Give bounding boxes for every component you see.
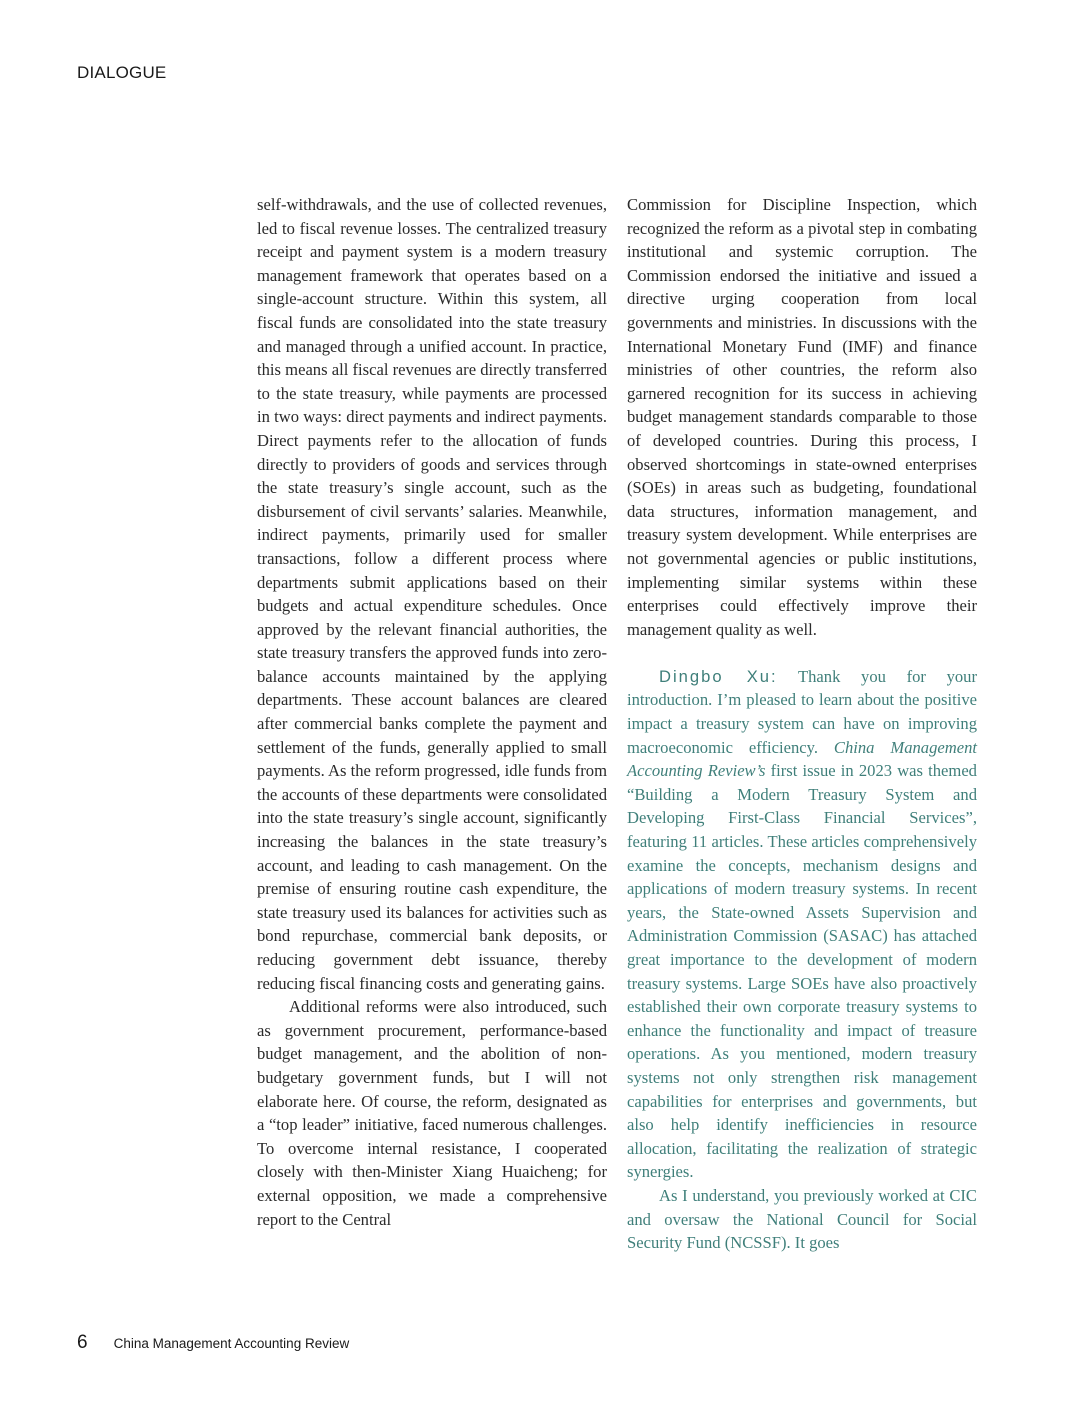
interviewer-question-1 — [627, 665, 977, 1184]
section-label: DIALOGUE — [77, 63, 167, 82]
page-number: 6 — [77, 1332, 88, 1353]
journal-title-italic: China Management Accounting Review’s — [627, 737, 977, 781]
left-paragraph-1: self-withdrawals, and the use of collected revenues, led to fiscal revenue losses. The centralized treasury receipt and payment system is a modern treasury management framework that operates based on a single-account structure. Within this system, all fiscal funds are consolidated into the state treasury and managed through a unified account. In practice, this means all fiscal revenues are directly transferred to the state treasury, while payments are processed in two ways: direct payments and indirect payments. Direct payments refer to the allocation of funds directly to providers of goods and services through the state treasury’s single account, such as the disbursement of civil servants’ salaries. Meanwhile, indirect payments, primarily used for smaller transactions, follow a different process where departments submit applications based on their budgets and actual expenditure schedules. Once approved by the relevant financial authorities, the state treasury transfers the approved funds into zero-balance accounts maintained by the applying departments. These account balances are cleared after commercial banks complete the payment and settlement of the funds, generally applied to small payments. As the reform progressed, idle funds from the accounts of these departments were consolidated into the state treasury’s single account, significantly increasing the balances in the state treasury’s account, and leading to cash management. On the premise of ensuring routine cash expenditure, the state treasury used its balances for activities such as bond repurchase, commercial bank deposits, or reducing government debt issuance, thereby reducing fiscal financing costs and generating gains. — [257, 195, 607, 993]
left-paragraph-2: Additional reforms were also introduced, such as government procurement, performance-based budget management, and the abolition of non-budgetary government funds, but I will not elaborate here. Of course, the reform, designated as a “top leader” initiative, faced numerous challenges. To overcome internal resistance, I cooperated closely with then-Minister Xiang Huaicheng; for external opposition, we made a comprehensive report to the Central — [257, 997, 607, 1229]
interviewer-question-2: As I understand, you previously worked at CIC and oversaw the National Council for Social Security Fund (NCSSF). It goes — [627, 1185, 977, 1253]
page-footer — [77, 1332, 349, 1354]
journal-name: China Management Accounting Review — [113, 1336, 350, 1351]
question-1-text-b: first issue in 2023 was themed “Building a Modern Treasury System and Developing First-Class Financial Services”, featuring 11 articles. These articles comprehensively examine the concepts, mechanism designs and applications of modern treasury systems. In recent years, the State-owned Assets Supervision and Administration Commission (SASAC) has attached great importance to the development of modern treasury systems. Large SOEs have also proactively established their own corporate treasury systems to enhance the functionality and impact of treasure operations. As you mentioned, modern treasury systems not only strengthen risk management capabilities for enterprises and governments, but also help identify inefficiencies in resource allocation, facilitating the realization of strategic synergies. — [627, 761, 977, 1182]
question-1-text-a: Thank you for your introduction. I’m pleased to learn about the positive impact a treasury system can have on improving macroeconomic efficiency. — [627, 666, 978, 757]
speaker-name: Dingbo Xu: — [659, 666, 778, 686]
column-right — [627, 193, 977, 1255]
column-left — [257, 193, 607, 1231]
right-paragraph-1: Commission for Discipline Inspection, which recognized the reform as a pivotal step in combating institutional and systemic corruption. The Commission endorsed the initiative and issued a directive urging cooperation from local governments and ministries. In discussions with the International Monetary Fund (IMF) and finance ministries of other countries, the reform also garnered recognition for its success in achieving budget management standards comparable to those of developed countries. During this process, I observed shortcomings in state-owned enterprises (SOEs) in areas such as budgeting, foundational data structures, information management, and treasury system development. While enterprises are not governmental agencies or public institutions, implementing similar systems within these enterprises could effectively improve their management quality as well. — [627, 195, 977, 639]
